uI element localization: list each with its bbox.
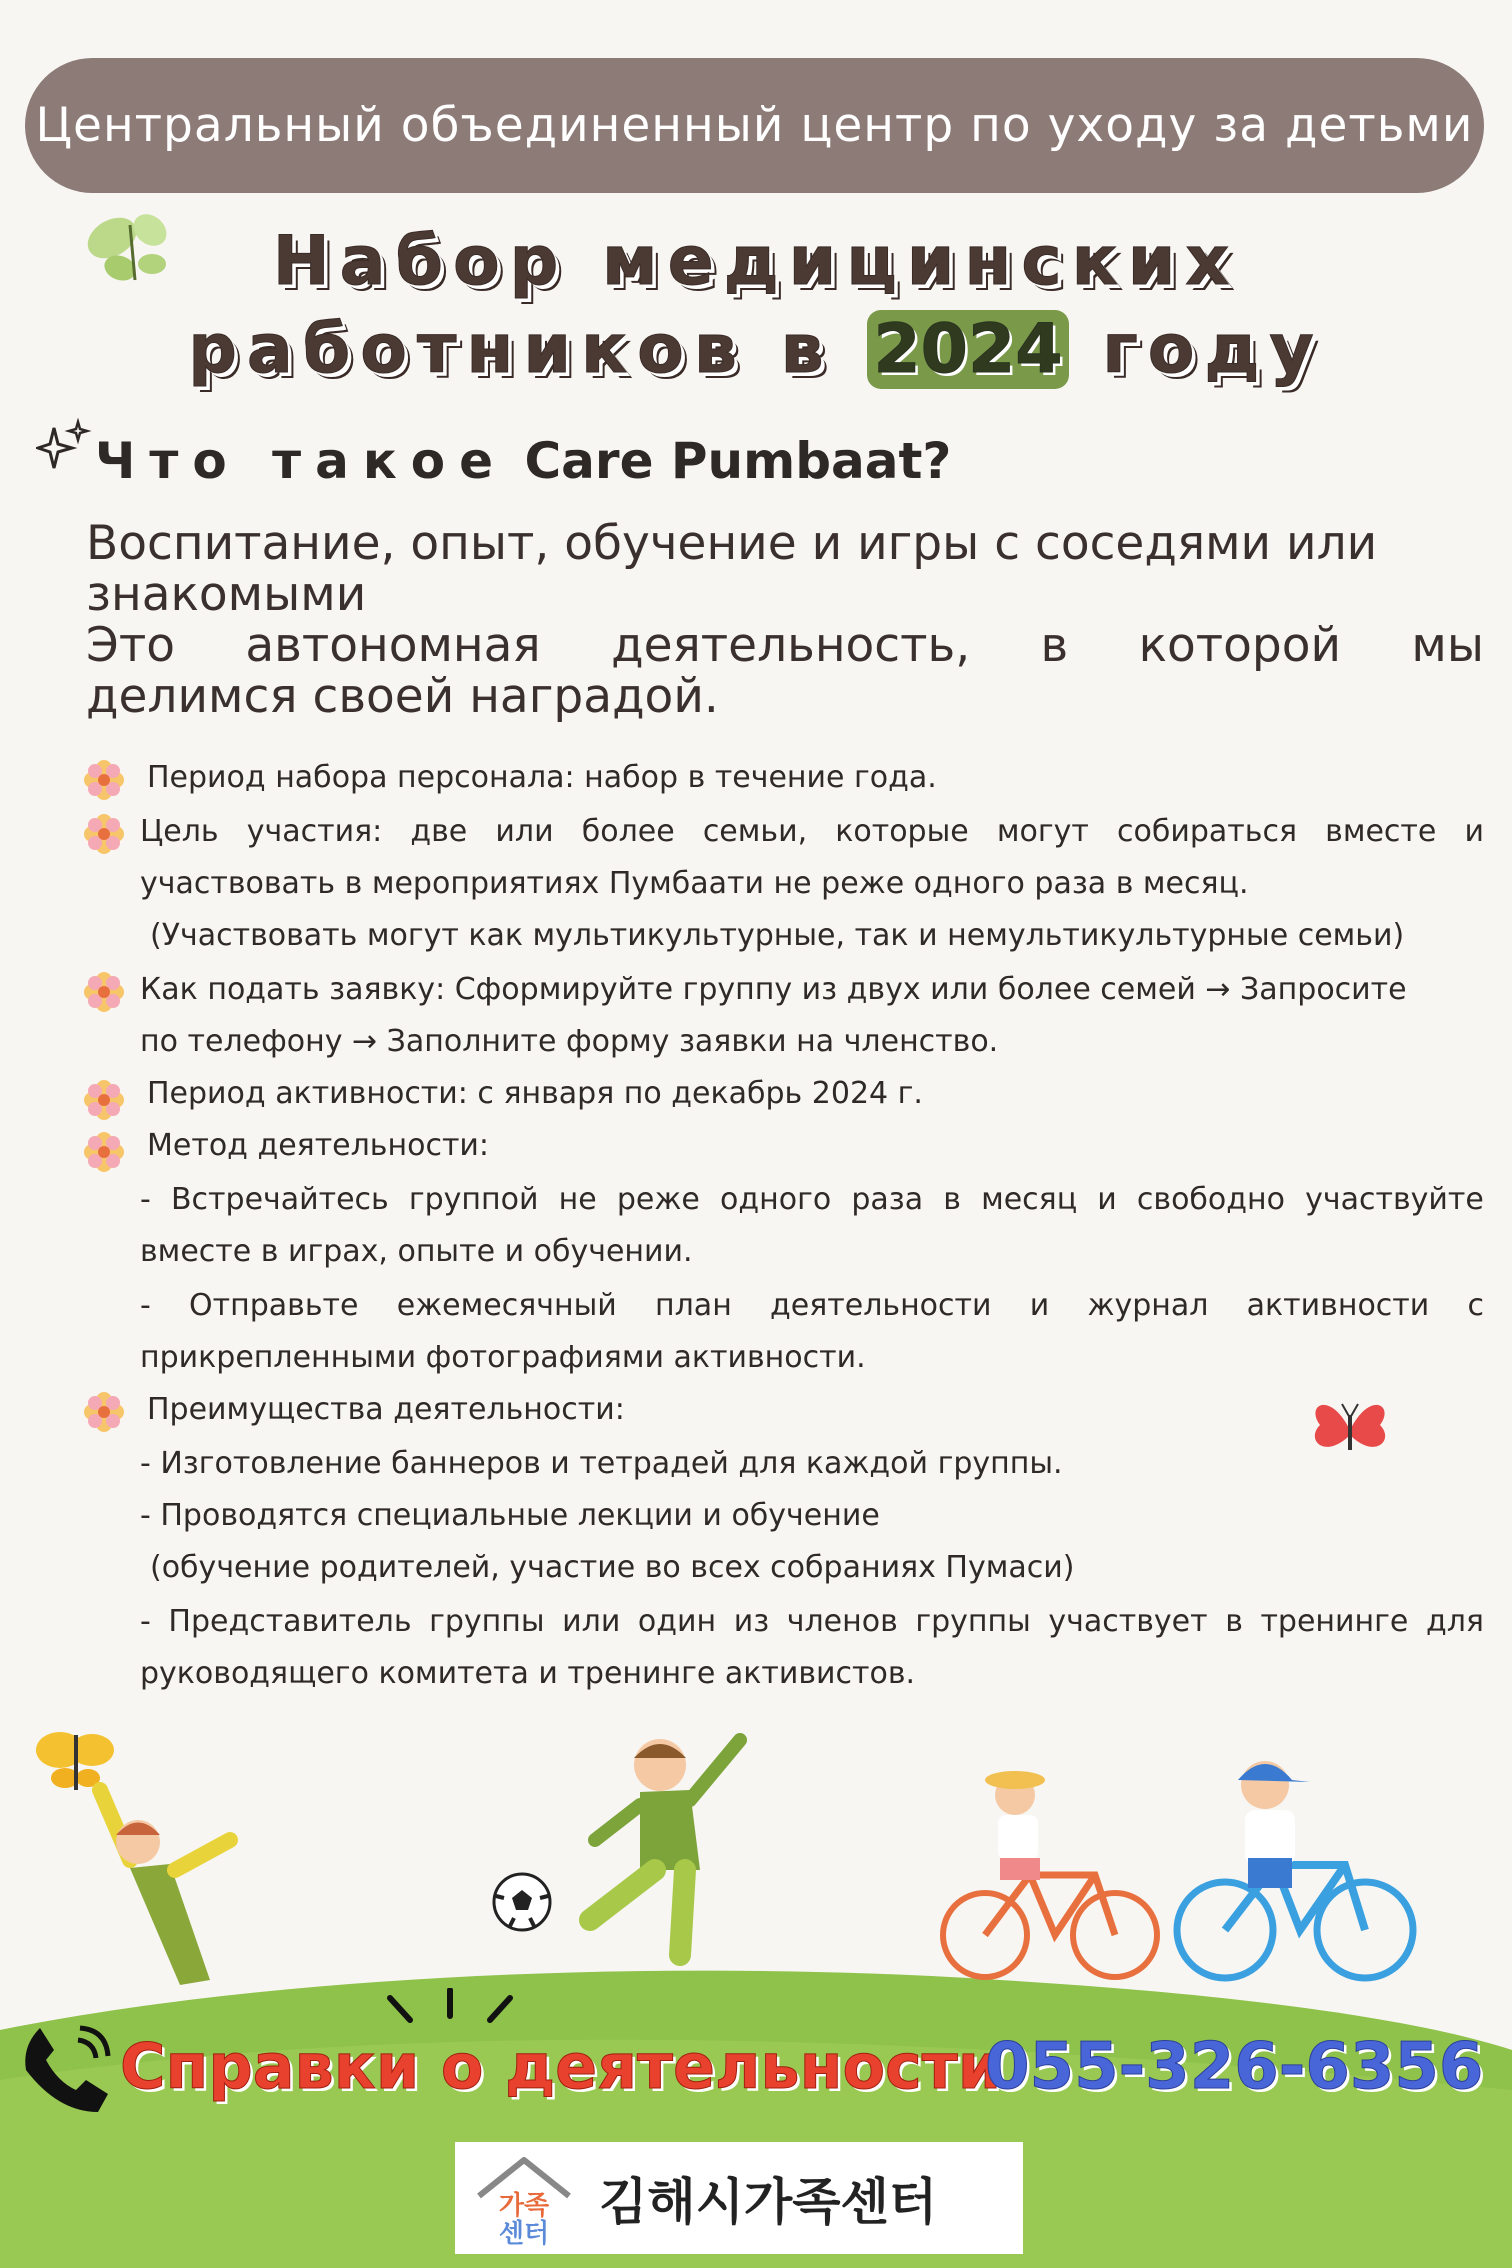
word: группы [429,1604,545,1639]
activity-period: Период активности: с января по декабрь 2024 г. [147,1076,923,1111]
word: в [943,1182,961,1217]
page-title-line-2 [0,310,1512,389]
header-banner [25,58,1484,193]
method-2-line-2: прикрепленными фотографиями активности. [140,1340,866,1375]
method-1-line-1 [140,1180,1484,1220]
intro-line-justified [86,620,1484,671]
recruitment-period: Период набора персонала: набор в течение года. [147,760,937,795]
word: для [1425,1604,1484,1639]
intro-paragraph-1 [86,518,1484,620]
intro-word: мы [1411,618,1484,673]
word: и [1097,1182,1117,1217]
title-year-badge: 2024 [867,310,1068,389]
flower-bullet-icon [82,758,126,802]
word: - [140,1604,151,1639]
benefit-2-line-2: (обучение родителей, участие во всех собраниях Пумаси) [150,1550,1075,1585]
contact-label: Справки о деятельности [120,2030,1002,2103]
word: более [581,814,675,849]
sparkle-icon [36,418,92,474]
word: Представитель [168,1604,412,1639]
intro-word: автономная [245,618,541,673]
word: месяц [981,1182,1078,1217]
intro-word: в [1040,618,1069,673]
flower-bullet-icon [82,812,126,856]
title-prefix: работников в [188,310,834,389]
word: не [558,1182,597,1217]
participation-goal-line-3: (Участвовать могут как мультикультурные, так и немультикультурные семьи) [150,918,1405,953]
boy-illustration [560,1730,760,1980]
word: Встречайтесь [170,1182,389,1217]
word: и [1464,814,1484,849]
word: участвуйте [1305,1182,1484,1217]
intro-line: Воспитание, опыт, обучение и игры с соседями или [86,516,1378,571]
contact-phone[interactable]: 055-326-6356 [985,2030,1484,2104]
word: вместе [1325,814,1437,849]
word: Отправьте [189,1288,359,1323]
word: участвует [1048,1604,1208,1639]
word: или [562,1604,621,1639]
word: группой [408,1182,539,1217]
benefits-title: Преимущества деятельности: [147,1392,625,1427]
word: две [410,814,468,849]
logo-mark-top: 가족 [498,2191,550,2221]
word: в [1225,1604,1243,1639]
word: группы [915,1604,1031,1639]
benefit-3-line-1 [140,1602,1484,1642]
word: членов [786,1604,898,1639]
intro-word: деятельность, [611,618,971,673]
word: реже [616,1182,700,1217]
title-suffix: году [1102,310,1324,389]
word: и [1029,1288,1050,1323]
center-logo [455,2142,1023,2254]
word: - [140,1182,151,1217]
flower-bullet-icon [82,1130,126,1174]
word: могут [996,814,1089,849]
application-line-2: по телефону → Заполните форму заявки на членство. [140,1024,999,1059]
logo-mark-bottom: 센터 [498,2219,550,2248]
word: план [655,1288,732,1323]
intro-line: делимся своей наградой. [86,669,719,724]
word: участия: [246,814,383,849]
girl-illustration [60,1780,280,2000]
method-1-line-2: вместе в играх, опыте и обучении. [140,1234,693,1269]
soccer-ball-icon [490,1870,554,1934]
participation-goal-line-1 [140,812,1484,852]
word: - [140,1288,151,1323]
word: раза [851,1182,924,1217]
benefit-2-line-1: - Проводятся специальные лекции и обучение [140,1498,880,1533]
logo-name: 김해시가족센터 [599,2173,938,2231]
flower-bullet-icon [82,970,126,1014]
section-heading [95,432,951,490]
flower-bullet-icon [82,1390,126,1434]
bicycle-icon [1160,1740,1420,1990]
word: с [1467,1288,1484,1323]
word: Цель [140,814,219,849]
method-2-line-1 [140,1286,1484,1326]
intro-paragraph-2 [86,620,1484,722]
word: журнал [1087,1288,1209,1323]
bicycle-icon [930,1770,1170,1990]
intro-word: которой [1138,618,1342,673]
word: одного [720,1182,832,1217]
word: активности [1246,1288,1430,1323]
intro-line: знакомыми [86,567,367,622]
word: один [637,1604,717,1639]
phone-icon [18,2020,114,2116]
word: деятельности [770,1288,992,1323]
flower-bullet-icon [82,1078,126,1122]
benefit-1: - Изготовление баннеров и тетрадей для каждой группы. [140,1446,1063,1481]
banner-title: Центральный объединенный центр по уходу за детьми [35,98,1474,153]
word: или [495,814,554,849]
word: свободно [1136,1182,1286,1217]
word: тренинге [1260,1604,1409,1639]
word: которые [835,814,969,849]
benefit-3-line-2: руководящего комитета и тренинге активистов. [140,1656,916,1691]
application-line-1: Как подать заявку: Сформируйте группу из двух или более семей → Запросите [140,972,1407,1007]
butterfly-icon [1300,1380,1400,1480]
word: собираться [1117,814,1297,849]
section-heading-accent: Care Pumbaat? [524,432,952,490]
section-heading-prefix: Что такое [95,432,508,490]
word: из [733,1604,770,1639]
word: ежемесячный [396,1288,617,1323]
participation-goal-line-2: участвовать в мероприятиях Пумбаати не реже одного раза в месяц. [140,866,1249,901]
method-title: Метод деятельности: [147,1128,490,1163]
intro-word: Это [86,618,175,673]
page-title-line-1: Набор медицинских [272,222,1240,301]
word: семьи, [702,814,808,849]
house-logo-icon [469,2148,579,2248]
